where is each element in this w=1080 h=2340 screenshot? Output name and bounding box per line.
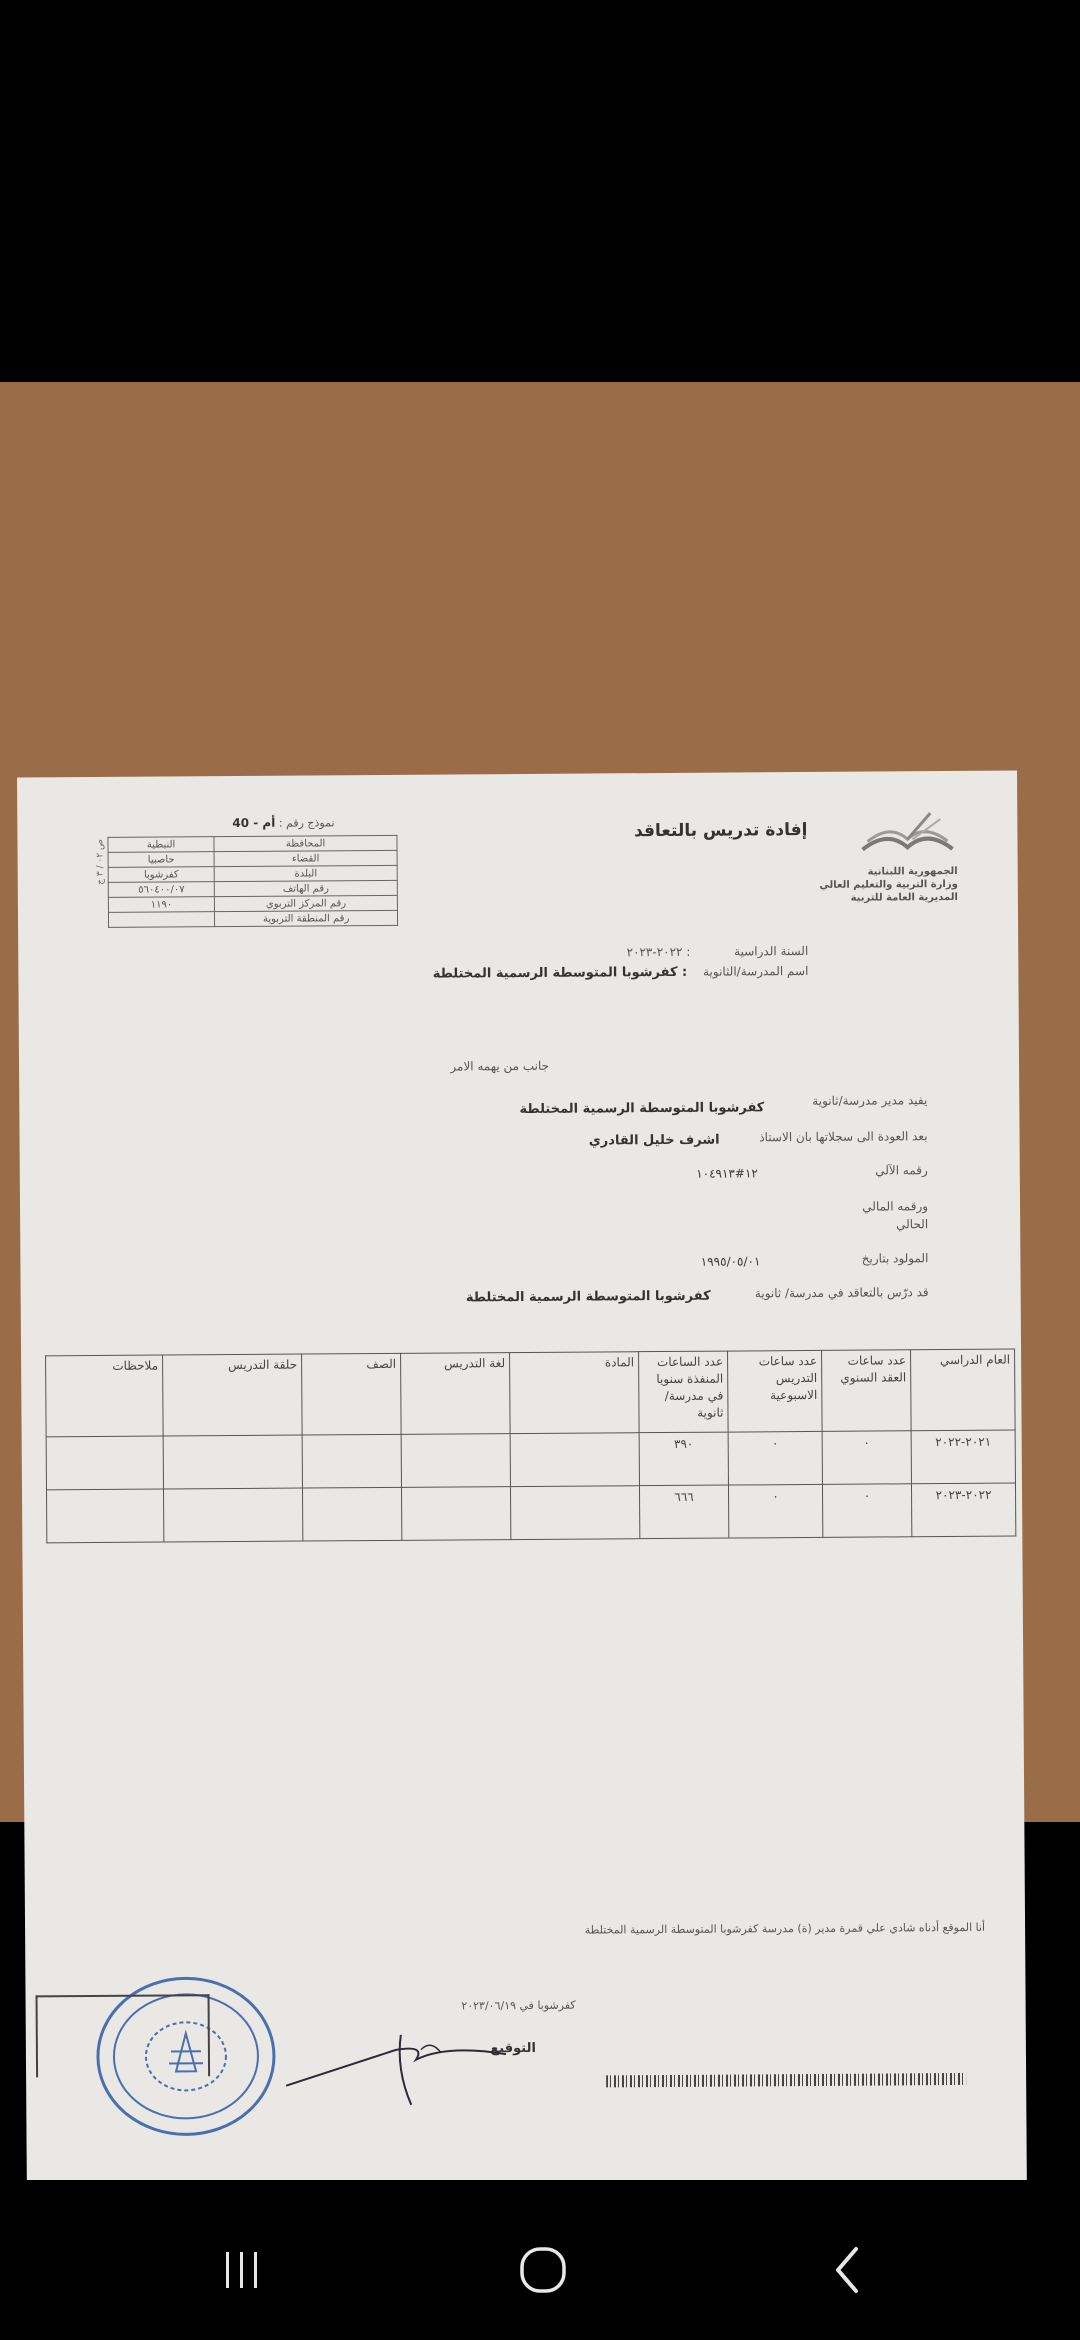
document-title: إفادة تدريس بالتعاقد	[633, 819, 808, 842]
info-label: رقم المركز التربوي	[215, 895, 398, 911]
table-header: عدد ساعات التدريس الاسبوعية	[728, 1350, 823, 1432]
table-header: الصف	[302, 1353, 402, 1435]
back-icon	[828, 2245, 868, 2295]
school-label: اسم المدرسة/الثانوية	[703, 963, 809, 979]
birth-label: المولود بتاريخ	[861, 1251, 929, 1266]
recent-apps-icon	[220, 2250, 264, 2290]
back-button[interactable]	[808, 2240, 888, 2300]
table-header-row	[46, 1349, 1016, 1437]
info-value: ۰۷/٥٦۰٤۰۰	[108, 882, 214, 898]
home-button[interactable]	[503, 2240, 583, 2300]
book-logo-icon	[852, 809, 962, 860]
table-header: لغة التدريس	[401, 1353, 511, 1435]
form-number-label: نموذج رقم :	[278, 816, 335, 830]
info-value: كفرشوبا	[108, 867, 214, 883]
current-label: الحالي	[896, 1217, 929, 1232]
director-school: كفرشوبا المتوسطة الرسمية المختلطة	[519, 1100, 765, 1118]
table-header: عدد ساعات العقد السنوي	[822, 1350, 912, 1432]
recent-apps-button[interactable]	[202, 2240, 282, 2300]
table-header: ملاحظات	[46, 1355, 164, 1437]
table-cell: ٣٩٠	[639, 1432, 728, 1486]
table-cell	[510, 1433, 639, 1487]
school-value: : كفرشوبا المتوسطة الرسمية المختلطة	[432, 964, 688, 982]
table-header: العام الدراسي	[911, 1349, 1016, 1431]
year-value: : ٢٠٢٢-٢٠٢٣	[626, 944, 691, 960]
table-cell: ٠	[822, 1431, 911, 1485]
info-value	[108, 912, 214, 928]
taught-school: كفرشوبا المتوسطة الرسمية المختلطة	[465, 1288, 711, 1306]
table-cell: ٢٠٢١-٢٠٢٢	[911, 1430, 1015, 1484]
birth-value: ١٩٩٥/٠٥/٠١	[700, 1254, 761, 1269]
info-value: حاصبيا	[108, 852, 214, 868]
ministry-line: الجمهورية اللبنانية	[867, 865, 958, 878]
form-number-value: أم - 40	[232, 815, 276, 831]
document-page	[17, 771, 1027, 2208]
info-label: البلدة	[214, 865, 397, 881]
info-value: ١١٩٠	[108, 897, 214, 913]
info-value: النبطية	[108, 837, 214, 853]
taught-label: قد درّس بالتعاقد في مدرسة/ ثانوية	[754, 1285, 929, 1301]
table-header: حلقة التدريس	[163, 1354, 303, 1436]
info-label: رقم الهاتف	[214, 880, 397, 896]
form-number	[232, 815, 334, 830]
handwritten-signature	[276, 2014, 517, 2116]
attestation-text: أنا الموقع أدناه شادي علي قمرة مدير (ة) مدرسة كفرشوبا المتوسطة الرسمية المختلطة	[584, 1920, 986, 1937]
table-cell	[46, 1489, 163, 1543]
place-date: كفرشوبا في ٢٠٢٣/٠٦/١٩	[461, 1998, 576, 2013]
table-cell	[302, 1434, 401, 1488]
table-cell	[510, 1486, 639, 1540]
computer-no-label: رقمه الآلي	[875, 1163, 928, 1178]
signature-label: التوقيع	[490, 2040, 536, 2057]
info-label: المحافظة	[214, 835, 397, 851]
home-icon	[518, 2245, 568, 2295]
addressee: جانب من يهمه الامر	[450, 1058, 550, 1074]
table-cell	[401, 1434, 510, 1488]
computer-no-value: ١٢#١٠٤٩١٣	[696, 1166, 758, 1181]
table-row	[46, 1430, 1015, 1490]
ministry-line: وزارة التربية والتعليم العالي	[819, 878, 958, 891]
ministry-line: المديرية العامة للتربية	[850, 891, 958, 904]
info-label: رقم المنطقة التربوية	[215, 910, 398, 926]
info-table	[107, 835, 398, 928]
financial-no-label: ورقمه المالي	[862, 1199, 929, 1214]
director-label: يفيد مدير مدرسة/ثانوية	[812, 1093, 928, 1108]
table-header: عدد الساعات المنفذة سنويا في مدرسة/ثانوية	[639, 1351, 729, 1433]
table-cell	[46, 1436, 163, 1490]
year-line	[627, 944, 809, 959]
table-cell	[401, 1487, 510, 1541]
table-row	[46, 1483, 1015, 1543]
year-label: السنة الدراسية	[734, 943, 809, 959]
table-cell: ٠	[728, 1484, 822, 1538]
info-row	[108, 910, 397, 927]
barcode	[606, 2073, 966, 2088]
ministry-header	[819, 865, 958, 905]
side-note: ص ۰۲ / ٣ ج	[95, 839, 106, 885]
records-label: بعد العودة الى سجلاتها بان الاستاذ	[759, 1129, 928, 1145]
table-cell	[163, 1435, 302, 1489]
teacher-name: اشرف خليل القادري	[588, 1132, 720, 1149]
table-cell: ٢٠٢٢-٢٠٢٣	[911, 1483, 1015, 1537]
table-cell	[302, 1487, 401, 1541]
teaching-table	[45, 1349, 1016, 1544]
table-cell: ٦٦٦	[639, 1485, 728, 1539]
photo-background	[0, 382, 1080, 2057]
table-cell: ٠	[822, 1484, 911, 1538]
table-cell: ٠	[728, 1431, 822, 1485]
table-header: المادة	[510, 1352, 640, 1434]
table-cell	[163, 1488, 302, 1542]
info-label: القضاء	[214, 850, 397, 866]
school-line	[433, 964, 809, 982]
signature-box	[36, 1994, 211, 2077]
